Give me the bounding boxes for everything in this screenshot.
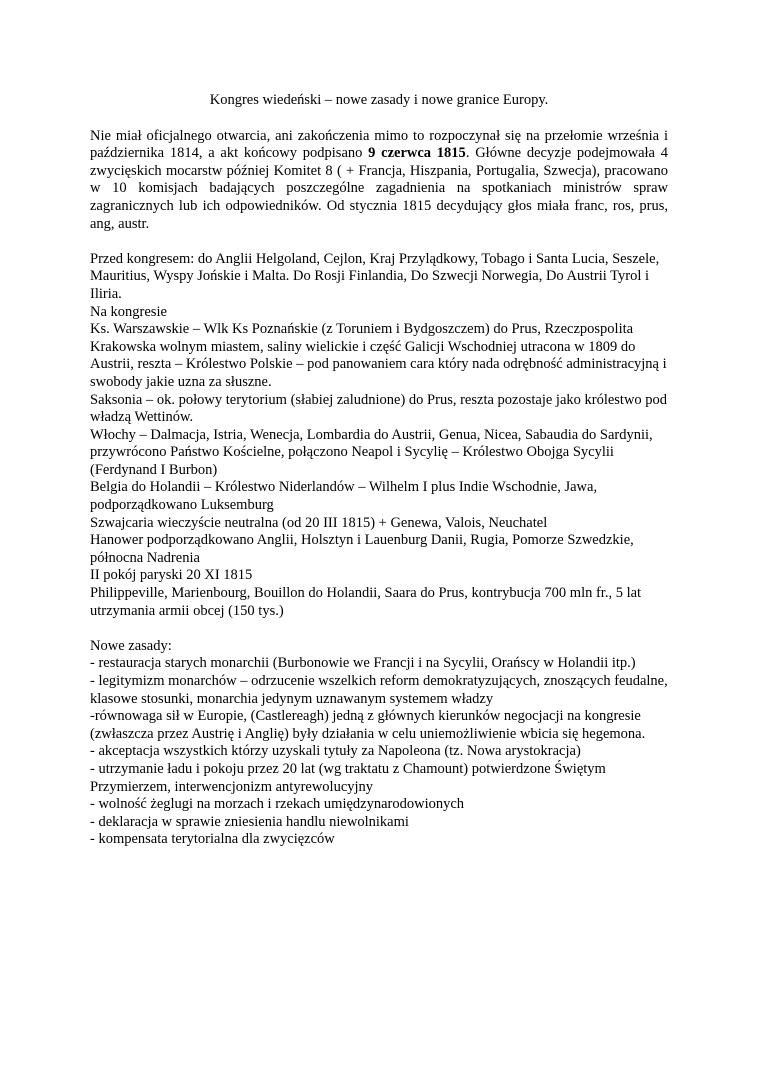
congress-item-saxony: Saksonia – ok. połowy terytorium (słabiej zaludnione) do Prus, reszta pozostaje jako królestwo pod władzą Wettinów. bbox=[90, 391, 668, 426]
spacer bbox=[90, 233, 668, 251]
document-page bbox=[90, 92, 668, 849]
document-title: Kongres wiedeński – nowe zasady i nowe granice Europy. bbox=[209, 92, 549, 108]
rule-item: - utrzymanie ładu i pokoju przez 20 lat (wg traktatu z Chamount) potwierdzone Świętym Przymierzem, interwencjonizm antyrewolucyjny bbox=[90, 760, 606, 795]
rule-item: - deklaracja w sprawie zniesienia handlu niewolnikami bbox=[90, 813, 409, 830]
rule-item: - legitymizm monarchów – odrzucenie wszelkich reform demokratyzujących, znoszących feudalne, klasowe stosunki, monarchia jedynym uznawanym systemem władzy bbox=[90, 673, 668, 707]
congress-item-switzerland: Szwajcaria wieczyście neutralna (od 20 III 1815) + Genewa, Valois, Neuchatel bbox=[90, 514, 548, 531]
rule-item: - akceptacja wszystkich którzy uzyskali tytuły za Napoleona (tz. Nowa arystokracja) bbox=[90, 743, 581, 760]
rule-item: - wolność żeglugi na morzach i rzekach umiędzynarodowionych bbox=[90, 796, 465, 813]
at-congress-heading: Na kongresie bbox=[90, 303, 167, 320]
intro-paragraph bbox=[90, 128, 668, 234]
before-congress-paragraph: Przed kongresem: do Anglii Helgoland, Cejlon, Kraj Przylądkowy, Tobago i Santa Lucia, Seszele, Mauritius, Wyspy Jońskie i Malta. Do Rosji Finlandia, Do Szwecji Norwegia, Do Austrii Tyrol i Iliria. bbox=[90, 250, 660, 302]
congress-item-second-paris: II pokój paryski 20 XI 1815 bbox=[90, 567, 253, 584]
congress-item-philippeville: Philippeville, Marienbourg, Bouillon do Holandii, Saara do Prus, kontrybucja 700 mln fr., 5 lat utrzymania armii obcej (150 tys.) bbox=[90, 585, 642, 619]
rule-item: -równowaga sił w Europie, (Castlereagh) jedną z głównych kierunków negocjacji na kongresie (zwłaszcza przez Austrię i Anglię) były działania w celu uniemożliwienie wbicia się hegemona. bbox=[90, 708, 646, 742]
intro-text-2: . Główne decyzje podejmowała 4 zwycięskich mocarstw później Komitet 8 ( + Francja, Hiszpania, Portugalia, Szwecja), pracowano w 10 komisjach badających poszczególne zagadnienia na spotkaniach ministrów spraw zagranicznych lub ich odpowiedników. Od stycznia 1815 decydujący głos miała franc, ros, prus, ang, austr. bbox=[90, 145, 669, 232]
intro-bold-date: 9 czerwca 1815 bbox=[368, 145, 466, 162]
spacer bbox=[90, 620, 668, 638]
new-rules-heading: Nowe zasady: bbox=[90, 637, 172, 654]
rule-item: - restauracja starych monarchii (Burbonowie we Francji i na Sycylii, Orańscy w Holandii itp.) bbox=[90, 655, 636, 672]
rule-item: - kompensata terytorialna dla zwycięzców bbox=[90, 831, 335, 848]
intro-text-1: Nie miał oficjalnego otwarcia, ani zakończenia mimo to rozpoczynał się na przełomie września i października 1814, a akt końcowy podpisano bbox=[90, 127, 668, 162]
congress-item-italy: Włochy – Dalmacja, Istria, Wenecja, Lombardia do Austrii, Genua, Nicea, Sabaudia do Sardynii, przywrócono Państwo Kościelne, połączono Neapol i Sycylię – Królestwo Obojga Sycylii (Ferdynand I Burbon) bbox=[90, 426, 653, 478]
congress-item-hanover: Hanower podporządkowano Anglii, Holsztyn i Lauenburg Danii, Rugia, Pomorze Szwedzkie, północna Nadrenia bbox=[90, 532, 634, 566]
congress-item-belgium: Belgia do Holandii – Królestwo Niderlandów – Wilhelm I plus Indie Wschodnie, Jawa, podporządkowano Luksemburg bbox=[90, 479, 598, 514]
congress-item-warsaw: Ks. Warszawskie – Wlk Ks Poznańskie (z Toruniem i Bydgoszczem) do Prus, Rzeczpospolita Krakowska wolnym miastem, saliny wielickie i część Galicji Wschodniej utracona w 1809 do Austrii, reszta – Królestwo Polskie – pod panowaniem cara który nada odrębność administracyjną i swobody jakie uzna za słuszne. bbox=[90, 321, 667, 390]
